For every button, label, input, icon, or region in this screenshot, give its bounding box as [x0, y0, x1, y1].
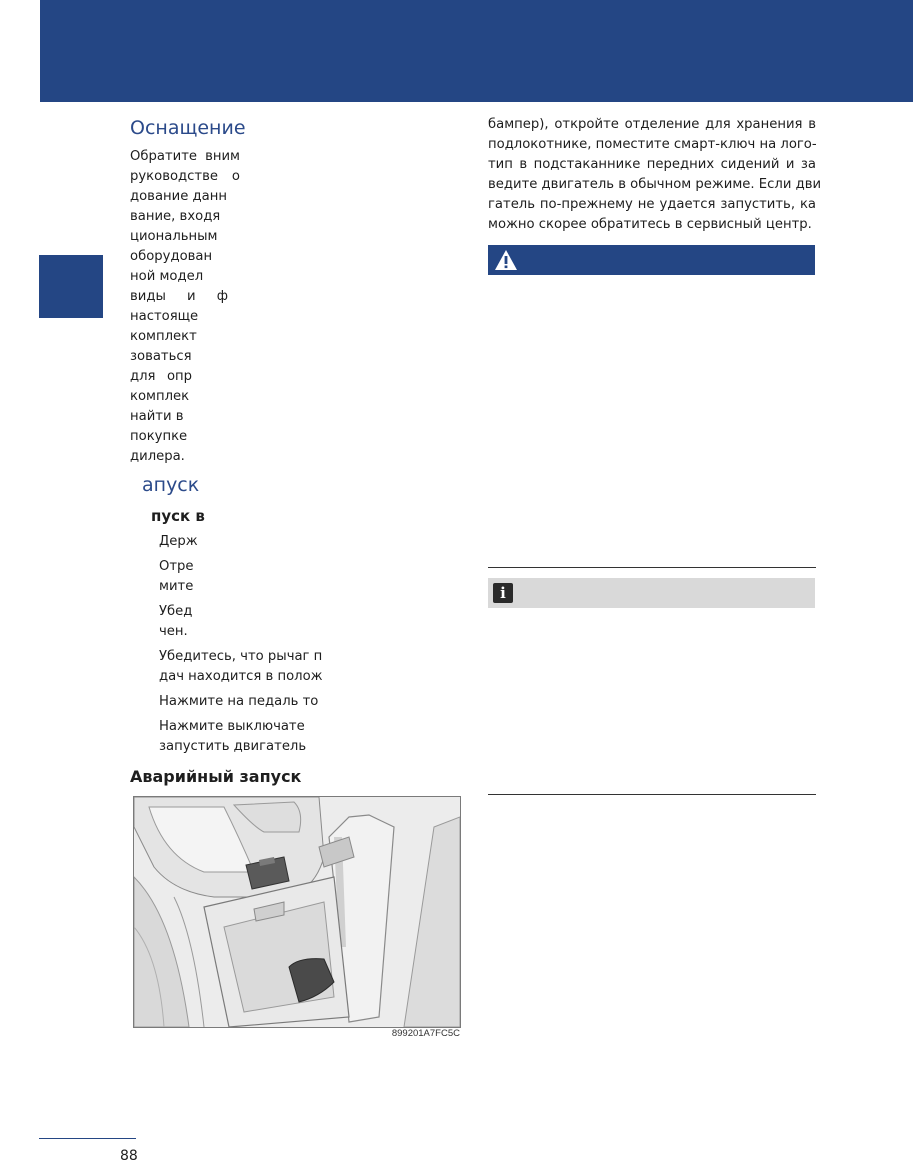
equipment-line: ной модел [130, 269, 204, 284]
equipment-line: Обратите вним [130, 149, 240, 164]
right-paragraph-line: можно скорее обратитесь в сервисный центр. [488, 217, 812, 232]
warning-triangle-icon [493, 248, 519, 272]
step-line: дач находится в полож [159, 669, 323, 684]
equipment-line: руководстве о [130, 169, 240, 184]
equipment-line: дование данн [130, 189, 227, 204]
step-item [159, 692, 379, 712]
step-line: Убедитесь, что рычаг п [159, 649, 323, 664]
info-icon: i [493, 583, 513, 603]
step-line: Отре [159, 559, 194, 574]
equipment-line: зоваться [130, 349, 192, 364]
step-line: запустить двигатель [159, 739, 307, 754]
step-item [159, 557, 379, 597]
step-item [159, 647, 379, 687]
equipment-line: настояще [130, 309, 199, 324]
left-column [130, 115, 470, 467]
right-column-paragraph [488, 115, 822, 235]
equipment-line: вание, входя [130, 209, 221, 224]
step-item [159, 717, 379, 757]
right-paragraph-line: ведите двигатель в обычном режиме. Если дви [488, 177, 822, 192]
header-band [40, 0, 913, 102]
console-storage-illustration [133, 796, 461, 1028]
step-line: Нажмите на педаль то [159, 694, 319, 709]
step-line: Держ [159, 534, 198, 549]
equipment-line: комплект [130, 329, 197, 344]
equipment-line: комплек [130, 389, 190, 404]
warning-header-bar [488, 245, 815, 275]
emergency-start-heading: Аварийный запуск [130, 767, 302, 786]
right-paragraph-line: бампер), откройте отделение для хранения в [488, 117, 816, 132]
divider-line [488, 567, 816, 568]
step-item [159, 602, 379, 642]
right-paragraph-line: тип в подстаканнике передних сидений и за [488, 157, 816, 172]
divider-line [488, 794, 816, 795]
equipment-line: найти в [130, 409, 184, 424]
equipment-line: покупке [130, 429, 188, 444]
step-line: Нажмите выключате [159, 719, 305, 734]
section-title: Оснащение [130, 117, 246, 139]
equipment-line: виды и ф [130, 289, 228, 304]
equipment-paragraph [130, 147, 470, 467]
equipment-line: для опр [130, 369, 192, 384]
step-item [159, 532, 379, 552]
equipment-line: оборудован [130, 249, 213, 264]
footer-rule [39, 1138, 136, 1139]
step-line: Убед [159, 604, 193, 619]
chapter-side-tab [39, 255, 103, 318]
step-line: мите [159, 579, 194, 594]
figure-code: 899201A7FC5C [391, 1028, 460, 1039]
right-paragraph-line: подлокотнике, поместите смарт-ключ на лого- [488, 137, 817, 152]
start-subheading: пуск в [151, 507, 205, 525]
equipment-line: дилера. [130, 449, 185, 464]
start-steps-list [159, 532, 379, 762]
page-number: 88 [120, 1148, 138, 1164]
step-line: чен. [159, 624, 188, 639]
equipment-line: циональным [130, 229, 218, 244]
console-drawing [134, 797, 460, 1027]
info-header-bar [488, 578, 815, 608]
start-heading: апуск [142, 474, 200, 496]
right-paragraph-line: гатель по-прежнему не удается запустить, ка [488, 197, 816, 212]
